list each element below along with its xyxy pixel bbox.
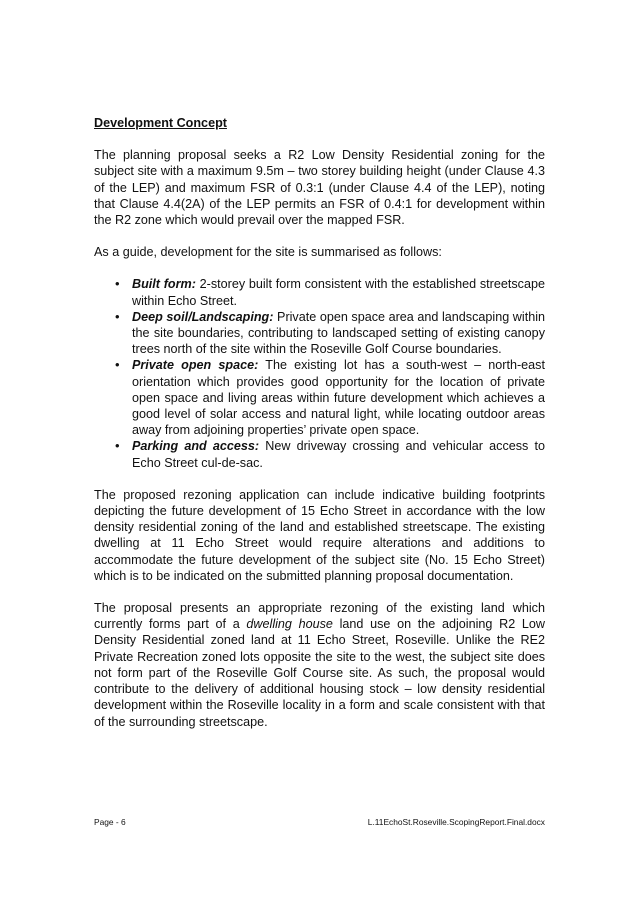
bullet-icon: • (115, 308, 120, 324)
bullet-term: Deep soil/Landscaping: (132, 309, 274, 324)
document-filename: L.11EchoSt.Roseville.ScopingReport.Final.docx (367, 817, 545, 827)
rezoning-paragraph: The proposed rezoning application can include indicative building footprints depicting the future development of 15 Echo Street in accordance with the low density residential zoning of the land and established streetscape. The existing dwelling at 11 Echo Street would require alterations and additions to accommodate the future development of the subject site (No. 15 Echo Street) which is to be indicated on the submitted planning proposal documentation. (94, 487, 545, 583)
bullet-text: Private open space area and landscaping within the site boundaries, contributing to landscaped setting of existing canopy trees north of the site within the Roseville Golf Course boundaries. (132, 309, 545, 357)
list-item (94, 309, 545, 358)
conclusion-text-start: The proposal presents an appropriate rezoning of the existing land which currently forms part of a (94, 601, 545, 632)
page-footer (94, 817, 545, 827)
page-number: Page - 6 (94, 817, 126, 827)
conclusion-paragraph (94, 600, 545, 730)
section-heading: Development Concept (94, 116, 227, 130)
bullet-text: The existing lot has a south-west – north-east orientation which provides good opportunity for the location of private open space and living areas within future development which achieves a good level of solar access and natural light, while locating outdoor areas away from adjoining properties’ private open space. (132, 358, 545, 438)
list-item (94, 357, 545, 438)
bullet-icon: • (115, 276, 120, 292)
document-body (94, 115, 545, 746)
intro-paragraph: The planning proposal seeks a R2 Low Density Residential zoning for the subject site with a maximum 9.5m – two storey building height (under Clause 4.3 of the LEP) and maximum FSR of 0.3:1 (under Clause 4.4 of the LEP), noting that Clause 4.4(2A) of the LEP permits an FSR of 0.4:1 for development within the R2 zone which would prevail over the mapped FSR. (94, 148, 545, 228)
list-item (94, 438, 545, 470)
guide-paragraph: As a guide, development for the site is summarised as follows: (94, 245, 442, 260)
bullet-icon: • (115, 438, 120, 454)
bullet-term: Built form: (132, 277, 196, 292)
conclusion-emphasis: dwelling house (246, 617, 333, 632)
summary-list (94, 276, 545, 470)
bullet-term: Parking and access: (132, 439, 260, 454)
list-item (94, 276, 545, 308)
bullet-text: New driveway crossing and vehicular access to Echo Street cul-de-sac. (132, 439, 545, 470)
bullet-term: Private open space: (132, 358, 259, 373)
conclusion-text-end: land use on the adjoining R2 Low Density Residential zoned land at 11 Echo Street, Roseville. Unlike the RE2 Private Recreation zoned lots opposite the site to the west, the subject site does not form part of the Roseville Golf Course site. As such, the proposal would contribute to the delivery of additional housing stock – low density residential development within the Roseville locality in a form and scale consistent with that of the surrounding streetscape. (94, 617, 545, 729)
bullet-icon: • (115, 357, 120, 373)
bullet-text: 2-storey built form consistent with the established streetscape within Echo Street. (132, 277, 545, 308)
